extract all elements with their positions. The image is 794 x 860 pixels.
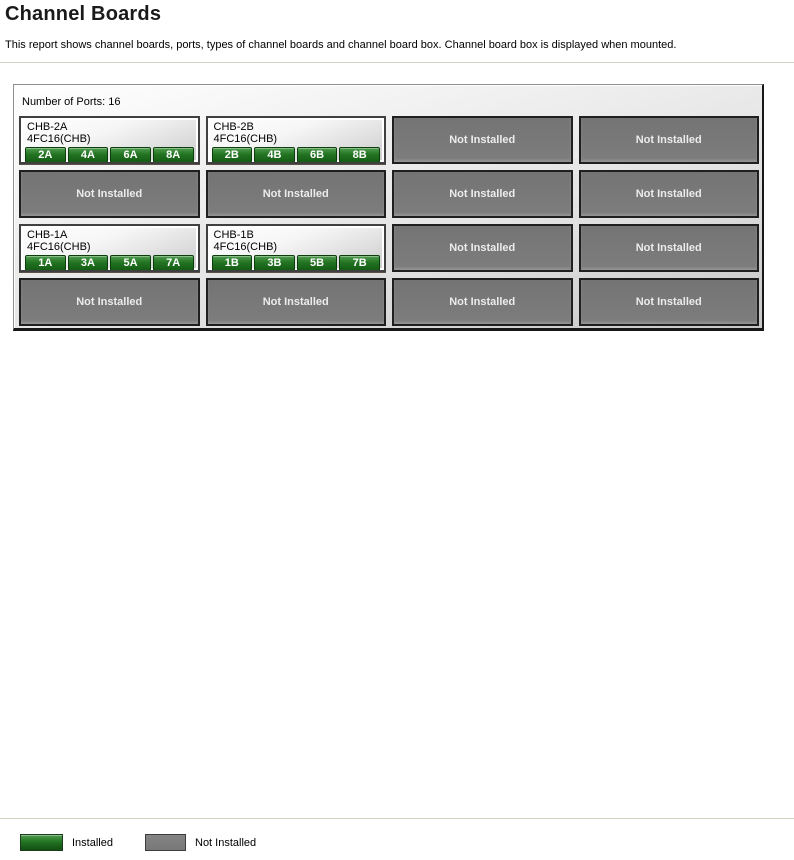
- ports-row: [25, 147, 194, 163]
- port-label: 1B: [212, 255, 253, 271]
- legend-installed: [20, 834, 113, 851]
- empty-slot: Not Installed: [392, 170, 573, 218]
- port-label: 1A: [25, 255, 66, 271]
- port-label: 3B: [254, 255, 295, 271]
- port-label: 5B: [297, 255, 338, 271]
- port-label: 4B: [254, 147, 295, 163]
- empty-slot: Not Installed: [579, 224, 760, 272]
- channel-board-slot: [19, 224, 200, 272]
- empty-slot: Not Installed: [206, 278, 387, 326]
- port-label: 6A: [110, 147, 151, 163]
- empty-slot: Not Installed: [392, 116, 573, 164]
- channel-board-slot: [206, 224, 387, 272]
- channel-boards-panel: [13, 84, 764, 331]
- port-label: 6B: [297, 147, 338, 163]
- port-label: 7B: [339, 255, 380, 271]
- legend-installed-label: Installed: [72, 836, 113, 849]
- port-label: 5A: [110, 255, 151, 271]
- ports-row: [212, 147, 381, 163]
- top-divider: [0, 62, 794, 63]
- page-title: Channel Boards: [5, 3, 162, 25]
- port-count-label: Number of Ports: 16: [22, 96, 121, 108]
- legend-not-installed: [145, 834, 256, 851]
- empty-slot: Not Installed: [392, 278, 573, 326]
- board-name: CHB-2A: [27, 121, 68, 133]
- channel-board-slot: [206, 116, 387, 164]
- empty-slot: Not Installed: [206, 170, 387, 218]
- board-name: CHB-1A: [27, 229, 68, 241]
- port-label: 2B: [212, 147, 253, 163]
- empty-slot: Not Installed: [579, 278, 760, 326]
- legend-not-installed-swatch: [145, 834, 186, 851]
- empty-slot: Not Installed: [19, 278, 200, 326]
- empty-slot: Not Installed: [579, 170, 760, 218]
- empty-slot: Not Installed: [19, 170, 200, 218]
- board-type: 4FC16(CHB): [27, 133, 91, 145]
- board-type: 4FC16(CHB): [27, 241, 91, 253]
- empty-slot: Not Installed: [392, 224, 573, 272]
- page-description: This report shows channel boards, ports, types of channel boards and channel board box. Channel board box is displayed when mounted.: [5, 39, 677, 51]
- legend-not-installed-label: Not Installed: [195, 836, 257, 849]
- legend-installed-swatch: [20, 834, 63, 851]
- board-type: 4FC16(CHB): [213, 133, 278, 145]
- bottom-divider: [0, 818, 794, 819]
- port-label: 2A: [25, 147, 66, 163]
- ports-row: [212, 255, 381, 271]
- ports-row: [25, 255, 194, 271]
- port-label: 8B: [339, 147, 380, 163]
- port-label: 7A: [153, 255, 194, 271]
- board-type: 4FC16(CHB): [213, 241, 278, 253]
- board-name: CHB-2B: [213, 121, 254, 133]
- empty-slot: Not Installed: [579, 116, 760, 164]
- port-label: 3A: [68, 255, 109, 271]
- channel-board-grid: [19, 116, 759, 326]
- port-label: 4A: [68, 147, 109, 163]
- port-label: 8A: [153, 147, 194, 163]
- channel-board-slot: [19, 116, 200, 164]
- board-name: CHB-1B: [213, 229, 254, 241]
